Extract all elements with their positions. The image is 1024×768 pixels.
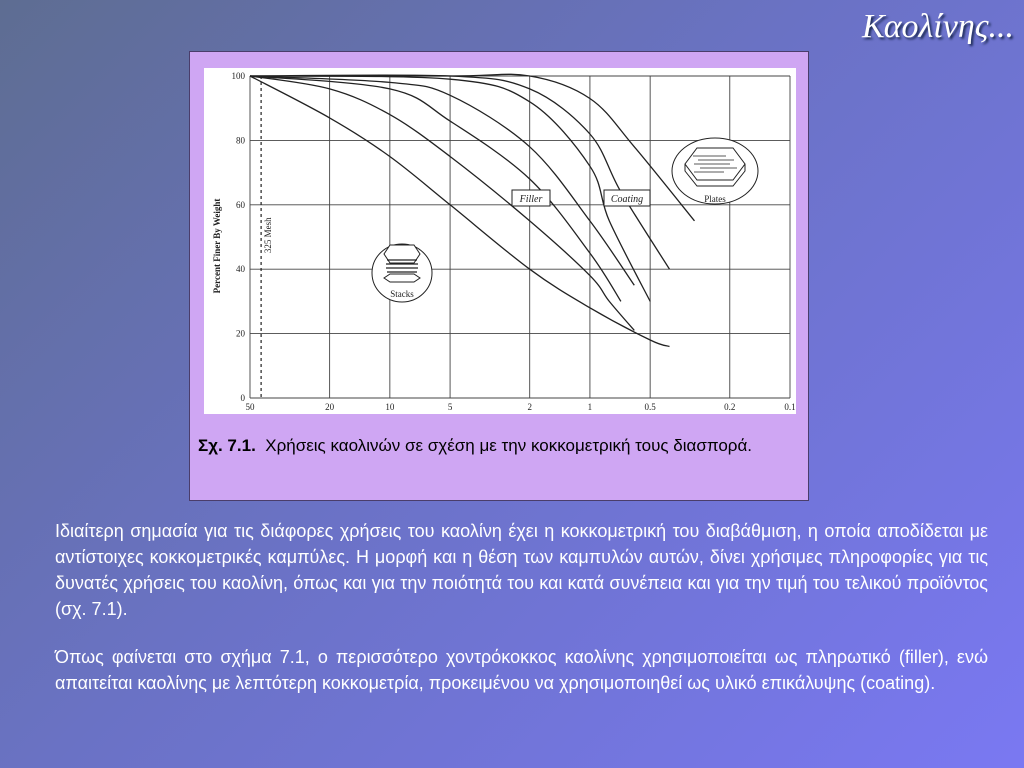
plates-illustration bbox=[672, 138, 758, 204]
plot-background bbox=[204, 68, 796, 414]
y-tick-label: 40 bbox=[236, 264, 245, 275]
coating-label: Coating bbox=[610, 194, 644, 205]
body-paragraph-1: Ιδιαίτερη σημασία για τις διάφορες χρήσεις του καολίνη έχει η κοκκομετρική του διαβάθμιση, η οποία αποδίδεται με αντίστοιχες κοκκομετρικές καμπύλες. Η μορφή και η θέση των καμπυλών αυτών, δίνει χρήσιμες πληροφορίες για τις δυνατές χρήσεις του καολίνη, όπως και για την ποιότητά του και κατά συνέπεια και για την τιμή του τελικού προϊόντος (σχ. 7.1). bbox=[55, 521, 988, 619]
y-tick-label: 60 bbox=[236, 199, 245, 210]
x-tick-label: 50 bbox=[245, 402, 255, 412]
x-tick-label: 2 bbox=[527, 402, 532, 412]
filler-label: Filler bbox=[519, 194, 543, 205]
reference-line-label: 325 Mesh bbox=[263, 217, 274, 254]
body-paragraph-2: Όπως φαίνεται στο σχήμα 7.1, ο περισσότερο χοντρόκοκκος καολίνης χρησιμοποιείται ως πληρωτικό (filler), ενώ απαιτείται καολίνης με λεπτότερη κοκκομετρία, προκειμένου να χρησιμοποιηθεί ως υλικό επικάλυψης (coating). bbox=[55, 647, 988, 693]
x-tick-label: 10 bbox=[385, 402, 395, 412]
stacks-label: Stacks bbox=[390, 289, 414, 299]
y-tick-label: 0 bbox=[240, 393, 245, 403]
y-tick-label: 20 bbox=[236, 328, 245, 339]
x-tick-label: 1 bbox=[587, 402, 593, 412]
x-tick-label: 0.2 bbox=[724, 402, 736, 412]
y-tick-label: 100 bbox=[231, 71, 245, 81]
y-axis-label: Percent Finer By Weight bbox=[212, 198, 222, 294]
stacks-illustration bbox=[372, 244, 432, 302]
x-tick-label: 5 bbox=[447, 402, 453, 412]
caption-text: Χρήσεις καολινών σε σχέση με την κοκκομετρική τους διασπορά. bbox=[265, 436, 753, 455]
particle-size-chart bbox=[204, 68, 796, 414]
x-tick-label: 0.1 bbox=[784, 402, 796, 412]
plates-label: Plates bbox=[704, 194, 726, 204]
slide-title: Καολίνης... bbox=[862, 8, 1014, 45]
x-tick-label: 20 bbox=[325, 402, 335, 412]
x-tick-label: 0.5 bbox=[644, 402, 656, 412]
figure-frame bbox=[189, 51, 809, 501]
figure-caption bbox=[198, 434, 794, 457]
coating-annotation bbox=[604, 190, 650, 206]
caption-label: Σχ. 7.1. bbox=[198, 436, 256, 455]
y-tick-label: 80 bbox=[236, 135, 245, 146]
filler-annotation bbox=[512, 190, 550, 206]
